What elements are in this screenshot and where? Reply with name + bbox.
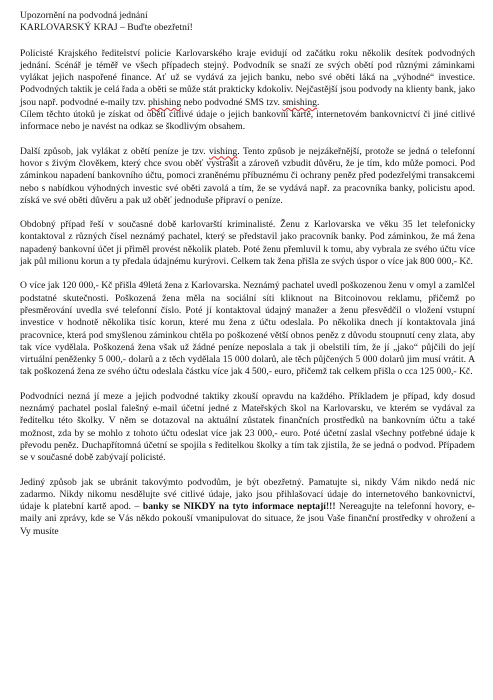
paragraph-case-2: O více jak 120 000,- Kč přišla 49letá žena z Karlovarska. Neznámý pachatel uvedl poškozenou ženu v omyl a zamlčel podstatné skutečnosti. Poškozená žena měla na sociální síti kliknout na Bitcoinovou reklamu, přičemž po přesměrování uvedla své telefonní číslo. Poté jí kontaktoval údajný manažer a ženu přesvědčil o vložení vstupní investice v hodnotě několika tisíc korun, které mu žena z účtu odeslala. Po několika dnech jí kontaktovala jiná pracovnice, která pod smyšlenou záminkou chtěla po poškozené větší obnos peněz z důvodu stoupnutí ceny zlata, aby tak více vydělala. Poškozená žena však už žádné peníze neposlala a tak ji obelstili tím, že jí „jako“ půjčili do její virtuální peněženky 5 000,- dolarů a z těch vydělala 15 000 dolarů, ale těch půjčených 5 000 dolarů jim musí vrátit. A tak poškozená žena ze svého účtu odeslala částku více jak 4 500,- euro, přičemž tak celkem přišla o cca 125 000,- Kč. <box>20 280 475 378</box>
term-vishing: vishing <box>208 145 238 157</box>
paragraph-intro: Policisté Krajského ředitelství policie Karlovarského kraje evidují od začátku roku několik desítek podvodných jednání. Scénář je téměř ve všech případech stejný. Podvodník se snaží ze svých obětí pod různými záminkami vylákat jejich naspořené finance. Ať už se vydává za jejich banku, nebo své oběti láká na „výhodné“ investice. Podvodných taktik je celá řada a oběti se může stát prakticky kdokoliv. Nejčastější jsou podvody na klienty bank, jako jsou např. podvodné e-maily tzv. phishing nebo podvodné SMS tzv. smishing. <box>20 47 475 108</box>
paragraph-case-3: Podvodníci nezná jí meze a jejich podvodné taktiky zkouší opravdu na každého. Příkladem je případ, kdy dosud neznámý pachatel poslal falešný e-mail účetní jedné z Mateřských škol na Karlovarsku, ve kterém se vydával za ředitelku této školky. V něm se dotazoval na aktuální zůstatek finančních prostředků na bankovním účtu a také možnost, zda by se mohlo z tohoto účtu odeslat více jak 23 000,- euro. Poté účetní zaslal všechny potřebné údaje k převodu peněz. Duchapřítomná účetní se spojila s ředitelkou školky a tím tak zjistila, že se jedná o podvod. Případem se v současné době zabývají policisté. <box>20 390 475 464</box>
paragraph-advice: Jediný způsob jak se ubránit takovýmto podvodům, je být obezřetný. Pamatujte si, nikdy Vám nikdo nedá nic zadarmo. Nikdy nikomu nesdělujte své citlivé údaje, jako jsou přihlašovací údaje do internetového bankovnictví, údaje k platební kartě apod. – banky se NIKDY na tyto informace neptají!!! Nereagujte na telefonní hovory, e-maily ani zprávy, kde se Vás někdo pokouší vmanipulovat do situace, že jsou Vaše finanční prostředky v ohrožení a Vy musíte <box>20 476 475 537</box>
term-phishing: phishing <box>148 96 182 108</box>
paragraph-case-1: Obdobný případ řeší v současné době karlovarští kriminalisté. Ženu z Karlovarska ve věku 35 let telefonicky kontaktoval z různých čísel neznámý pachatel, který se představil jako pracovník banky. Pod záminkou, že má žena napadený bankovní účet ji přiměl provést několik plateb. Poté ženu přemluvil k tomu, aby vybrala ze svého účtu více jak půl milionu korun a ty předala údajnému kurýrovi. Celkem tak žena přišla ze svých úspor o více jak 800 000,- Kč. <box>20 219 475 268</box>
paragraph-goal: Cílem těchto útoků je získat od oběti citlivé údaje o jejich bankovní kartě, internetovém bankovnictví či jiné citlivé informace nebo je navést na odkaz se škodlivým obsahem. <box>20 109 475 133</box>
bold-warning: banky se NIKDY na tyto informace neptají!!! <box>142 501 336 513</box>
term-smishing: smishing <box>282 96 317 108</box>
notice-region-title: KARLOVARSKÝ KRAJ – Buďte obezřetní! <box>20 22 193 34</box>
paragraph-vishing: Další způsob, jak vylákat z obětí peníze je tzv. vishing. Tento způsob je nejzákeřnější, protože se jedná o telefonní hovor s živým člověkem, který chce svou oběť vystrašit a zároveň vzbudit důvěru, že je tím, kdo může pomoci. Pod záminkou napadení bankovního účtu, pomoci zraněnému příbuznému či ochrany peněz před podezřelými transakcemi nebo s nabídkou výhodných investic své oběti zavolá a tím, že se vydává např. za pracovníka banky, policistu apod. získá ve své oběti důvěru a pak už oběť jednoduše připraví o peníze. <box>20 145 475 206</box>
notice-heading: Upozornění na podvodná jednání <box>20 10 148 21</box>
